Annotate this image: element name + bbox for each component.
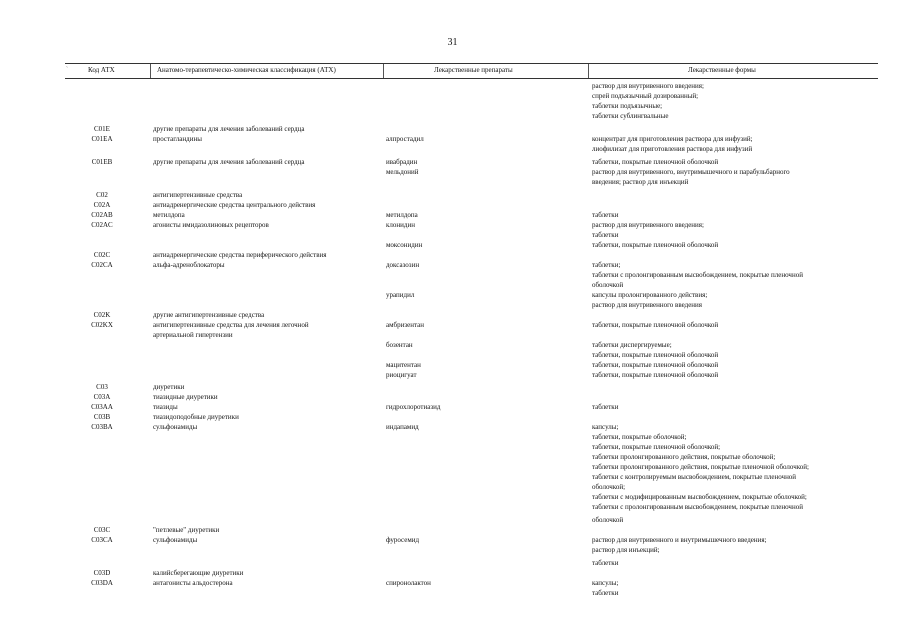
dosage-form: капсулы; [592, 423, 619, 431]
table-row [0, 200, 905, 210]
table-row [0, 260, 905, 270]
atc-classification: сульфонамиды [153, 536, 198, 544]
table-row [0, 340, 905, 350]
header-divider [383, 64, 384, 78]
table-row [0, 545, 905, 555]
table-row [0, 482, 905, 492]
table-row [0, 472, 905, 482]
drug-name: мацитентан [386, 361, 421, 369]
atc-code: C03A [93, 393, 111, 401]
table-row [0, 515, 905, 525]
atc-code: C03D [93, 569, 111, 577]
atc-classification: антигипертензивные средства для лечения легочной [153, 321, 309, 329]
table-row [0, 492, 905, 502]
atc-classification: антагонисты альдостерона [153, 579, 233, 587]
header-forms: Лекарственные формы [688, 66, 756, 74]
table-row [0, 558, 905, 568]
dosage-form: оболочкой [592, 281, 624, 289]
table-row [0, 250, 905, 260]
table-row [0, 442, 905, 452]
table-row [0, 535, 905, 545]
atc-classification: простагландины [153, 135, 202, 143]
table-row [0, 330, 905, 340]
table-row [0, 568, 905, 578]
atc-code: C02 [96, 191, 108, 199]
atc-code: C03AA [91, 403, 113, 411]
dosage-form: таблетки диспергируемые; [592, 341, 672, 349]
atc-code: C03DA [91, 579, 113, 587]
table-row [0, 525, 905, 535]
header-drugs: Лекарственные препараты [434, 66, 513, 74]
table-row [0, 310, 905, 320]
atc-classification: тиазидоподобные диуретики [153, 413, 239, 421]
atc-code: C02AB [91, 211, 113, 219]
drug-name: алпростадил [386, 135, 424, 143]
dosage-form: таблетки, покрытые пленочной оболочкой [592, 241, 719, 249]
table-row [0, 111, 905, 121]
drug-name: амбризентан [386, 321, 424, 329]
table-row [0, 91, 905, 101]
dosage-form: таблетки с пролонгированным высвобождением, покрытые пленочной [592, 503, 803, 511]
dosage-form: раствор для внутривенного введения; [592, 82, 704, 90]
drug-name: гидрохлоротиазид [386, 403, 441, 411]
table-row [0, 290, 905, 300]
table-row [0, 220, 905, 230]
table-row [0, 270, 905, 280]
header-bottom-rule [65, 78, 878, 79]
atc-code: C02KX [91, 321, 113, 329]
drug-name: доксазозин [386, 261, 420, 269]
table-row [0, 210, 905, 220]
atc-classification: антигипертензивные средства [153, 191, 243, 199]
dosage-form: раствор для внутривенного введения [592, 301, 703, 309]
dosage-form: таблетки пролонгированного действия, покрытые оболочкой; [592, 453, 776, 461]
atc-classification: другие препараты для лечения заболеваний сердца [153, 125, 305, 133]
table-row [0, 240, 905, 250]
atc-code: C03CA [91, 536, 113, 544]
atc-code: C02K [93, 311, 111, 319]
atc-code: C02AC [91, 221, 113, 229]
dosage-form: таблетки [592, 211, 619, 219]
dosage-form: таблетки подъязычные; [592, 102, 663, 110]
drug-name: фуросемид [386, 536, 420, 544]
table-row [0, 300, 905, 310]
dosage-form: таблетки [592, 403, 619, 411]
table-row [0, 370, 905, 380]
atc-classification: артериальной гипертензии [153, 331, 233, 339]
dosage-form: таблетки [592, 589, 619, 597]
table-row [0, 422, 905, 432]
atc-code: C03C [93, 526, 111, 534]
dosage-form: таблетки сублингвальные [592, 112, 669, 120]
atc-classification: тиазиды [153, 403, 178, 411]
table-row [0, 177, 905, 187]
dosage-form: таблетки с контролируемым высвобождением, покрытые пленочной [592, 473, 797, 481]
dosage-form: капсулы пролонгированного действия; [592, 291, 708, 299]
header-code: Код АТХ [88, 66, 115, 74]
atc-classification: антиадренергические средства периферического действия [153, 251, 327, 259]
atc-code: C03B [93, 413, 111, 421]
table-row [0, 101, 905, 111]
header-tick-mark: ` [66, 67, 68, 73]
table-row [0, 167, 905, 177]
atc-classification: агонисты имидазолиновых рецепторов [153, 221, 269, 229]
atc-classification: другие антигипертензивные средства [153, 311, 265, 319]
table-row [0, 588, 905, 598]
atc-code: C02A [93, 201, 111, 209]
table-row [0, 280, 905, 290]
table-row [0, 502, 905, 512]
dosage-form: таблетки [592, 559, 619, 567]
dosage-form: таблетки [592, 231, 619, 239]
table-row [0, 432, 905, 442]
drug-name: урапидил [386, 291, 415, 299]
atc-classification: "петлевые" диуретики [153, 526, 220, 534]
atc-code: C03BA [91, 423, 113, 431]
atc-classification: другие препараты для лечения заболеваний сердца [153, 158, 305, 166]
table-row [0, 462, 905, 472]
dosage-form: спрей подъязычный дозированный; [592, 92, 699, 100]
header-top-rule [65, 63, 878, 64]
dosage-form: таблетки с модифицированным высвобождением, покрытые оболочкой; [592, 493, 807, 501]
drug-name: бозентан [386, 341, 413, 349]
dosage-form: раствор для внутривенного введения; [592, 221, 704, 229]
page-number: 31 [447, 37, 458, 48]
atc-classification: калийсберегающие диуретики [153, 569, 244, 577]
header-divider [588, 64, 589, 78]
table-row [0, 578, 905, 588]
atc-classification: диуретики [153, 383, 185, 391]
dosage-form: раствор для внутривенного, внутримышечного и парабульбарного [592, 168, 790, 176]
drug-name: клонидин [386, 221, 415, 229]
atc-code: C02CA [91, 261, 113, 269]
table-row [0, 230, 905, 240]
table-row [0, 412, 905, 422]
dosage-form: раствор для внутривенного и внутримышечного введения; [592, 536, 767, 544]
dosage-form: таблетки с пролонгированным высвобождением, покрытые пленочной [592, 271, 803, 279]
dosage-form: оболочкой [592, 516, 624, 524]
table-row [0, 402, 905, 412]
dosage-form: таблетки, покрытые пленочной оболочкой [592, 371, 719, 379]
table-row [0, 157, 905, 167]
header-divider [150, 64, 151, 78]
table-row [0, 124, 905, 134]
dosage-form: концентрат для приготовления раствора для инфузий; [592, 135, 753, 143]
dosage-form: таблетки, покрытые пленочной оболочкой [592, 158, 719, 166]
drug-name: индапамид [386, 423, 419, 431]
drug-name: ивабрадин [386, 158, 418, 166]
table-row [0, 320, 905, 330]
atc-code: C02C [93, 251, 111, 259]
dosage-form: таблетки, покрытые пленочной оболочкой [592, 351, 719, 359]
table-row [0, 452, 905, 462]
table-row [0, 134, 905, 144]
atc-code: C01EA [91, 135, 113, 143]
table-row [0, 81, 905, 91]
dosage-form: таблетки, покрытые пленочной оболочкой; [592, 443, 721, 451]
dosage-form: введения; раствор для инъекций [592, 178, 689, 186]
table-row [0, 350, 905, 360]
table-row [0, 144, 905, 154]
drug-name: спиронолактон [386, 579, 431, 587]
atc-code: C03 [96, 383, 108, 391]
atc-code: C01EB [91, 158, 113, 166]
drug-name: мельдоний [386, 168, 419, 176]
atc-classification: альфа-адреноблокаторы [153, 261, 225, 269]
atc-classification: тиазидные диуретики [153, 393, 218, 401]
dosage-form: лиофилизат для приготовления раствора для инфузий [592, 145, 753, 153]
atc-code: C01E [94, 125, 110, 133]
table-row [0, 392, 905, 402]
atc-classification: метилдопа [153, 211, 185, 219]
drug-name: риоцигуат [386, 371, 417, 379]
dosage-form: раствор для инъекций; [592, 546, 660, 554]
dosage-form: оболочкой; [592, 483, 626, 491]
table-row [0, 190, 905, 200]
atc-classification: сульфонамиды [153, 423, 198, 431]
table-row [0, 360, 905, 370]
dosage-form: таблетки; [592, 261, 621, 269]
header-classification: Анатомо-терапевтическо-химическая классификация (АТХ) [157, 66, 336, 74]
atc-classification: антиадренергические средства центрального действия [153, 201, 316, 209]
table-row [0, 382, 905, 392]
dosage-form: таблетки, покрытые пленочной оболочкой [592, 321, 719, 329]
dosage-form: таблетки, покрытые оболочкой; [592, 433, 687, 441]
dosage-form: таблетки, покрытые пленочной оболочкой [592, 361, 719, 369]
dosage-form: таблетки пролонгированного действия, покрытые пленочной оболочкой; [592, 463, 809, 471]
drug-name: метилдопа [386, 211, 418, 219]
drug-name: моксонидин [386, 241, 423, 249]
dosage-form: капсулы; [592, 579, 619, 587]
